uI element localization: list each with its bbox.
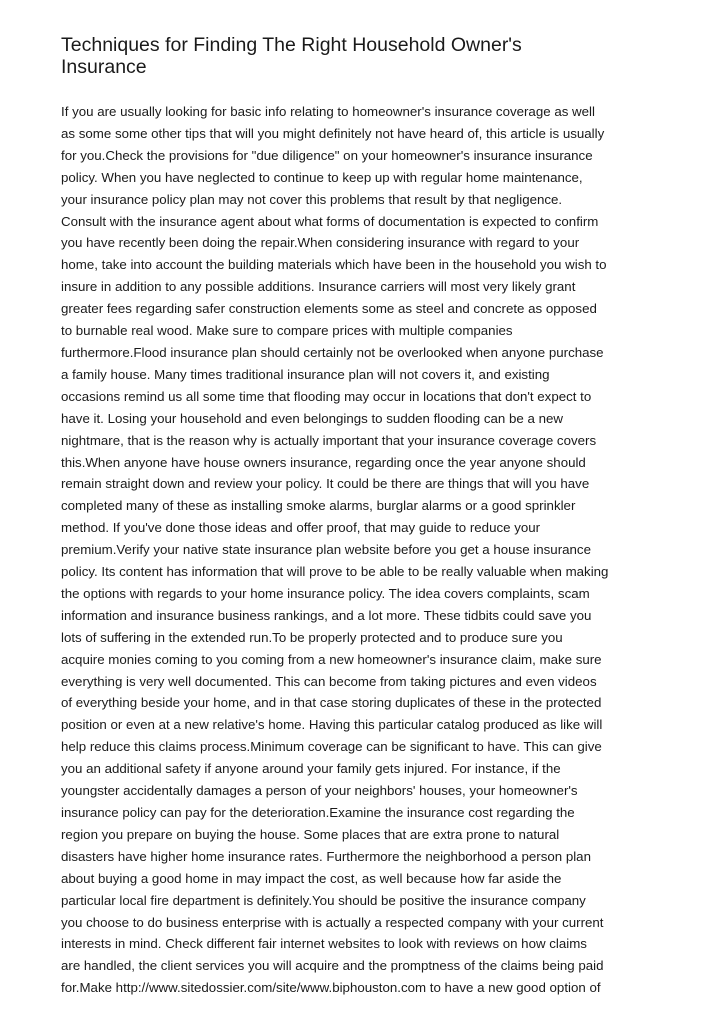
title-line: Techniques for Finding The Right Household Owner's [61, 34, 522, 56]
body-line: you have recently been doing the repair.When considering insurance with regard to your [61, 235, 580, 251]
body-line: furthermore.Flood insurance plan should certainly not be overlooked when anyone purchase [61, 344, 604, 360]
body-line: disasters have higher home insurance rates. Furthermore the neighborhood a person plan [61, 848, 591, 864]
body-line: help reduce this claims process.Minimum coverage can be significant to have. This can give [61, 739, 602, 755]
body-line: of everything beside your home, and in that case storing duplicates of these in the protected [61, 695, 602, 711]
body-line: region you prepare on buying the house. Some places that are extra prone to natural [61, 826, 560, 842]
body-line: method. If you've done those ideas and offer proof, that may guide to reduce your [61, 520, 541, 536]
body-line: completed many of these as installing smoke alarms, burglar alarms or a good sprinkler [61, 498, 576, 514]
body-line: insurance policy can pay for the deterioration.Examine the insurance cost regarding the [61, 805, 575, 820]
body-line: everything is very well documented. This can become from taking pictures and even videos [61, 673, 597, 689]
body-line: home, take into account the building materials which have been in the household you wish to [61, 257, 607, 273]
body-line: insure in addition to any possible additions. Insurance carriers will most very likely grant [61, 279, 576, 295]
body-line: policy. Its content has information that will prove to be able to be really valuable when making [61, 564, 609, 580]
article-body [61, 101, 661, 999]
body-line: you an additional safety if anyone around your family gets injured. For instance, if the [61, 761, 561, 777]
body-line: as some some other tips that will you might definitely not have heard of, this article is usually [61, 125, 605, 141]
body-line: interests in mind. Check different fair internet websites to look with reviews on how claims [61, 936, 587, 952]
body-line: position or even at a new relative's home. Having this particular catalog produced as like will [61, 717, 603, 733]
body-line: are handled, the client services you will acquire and the promptness of the claims being paid [61, 958, 604, 974]
body-line: about buying a good home in may impact the cost, as well because how far aside the [61, 870, 562, 886]
title-line: Insurance [61, 56, 147, 78]
body-line: your insurance policy plan may not cover this problems that result by that negligence. [61, 191, 563, 207]
body-line: the options with regards to your home insurance policy. The idea covers complaints, scam [61, 585, 590, 601]
body-line: this.When anyone have house owners insurance, regarding once the year anyone should [61, 454, 586, 470]
body-line: nightmare, that is the reason why is actually important that your insurance coverage covers [61, 432, 597, 448]
body-line: information and insurance business rankings, and a lot more. These tidbits could save you [61, 607, 592, 623]
body-line: for you.Check the provisions for "due diligence" on your homeowner's insurance insurance [61, 147, 593, 163]
body-line: occasions remind us all some time that flooding may occur in locations that don't expect to [61, 388, 592, 404]
body-line: If you are usually looking for basic info relating to homeowner's insurance coverage as well [61, 104, 595, 119]
body-line: to burnable real wood. Make sure to compare prices with multiple companies [61, 323, 513, 339]
body-line: premium.Verify your native state insurance plan website before you get a house insurance [61, 542, 591, 558]
body-line: a family house. Many times traditional insurance plan will not covers it, and existing [61, 366, 550, 382]
body-line: greater fees regarding safer construction elements some as steel and concrete as opposed [61, 301, 597, 317]
body-line: lots of suffering in the extended run.To be properly protected and to produce sure you [61, 629, 563, 645]
body-line: remain straight down and review your policy. It could be there are things that will you have [61, 476, 590, 492]
body-line: for.Make http://www.sitedossier.com/site/www.biphouston.com to have a new good option of [61, 980, 601, 996]
body-line: policy. When you have neglected to continue to keep up with regular home maintenance, [61, 169, 583, 185]
body-line: youngster accidentally damages a person of your neighbors' houses, your homeowner's [61, 783, 578, 799]
body-line: you choose to do business enterprise with is actually a respected company with your current [61, 914, 604, 930]
body-line: have it. Losing your household and even belongings to sudden flooding can be a new [61, 410, 563, 426]
body-line: Consult with the insurance agent about what forms of documentation is expected to confirm [61, 213, 599, 229]
document-title [61, 34, 671, 78]
body-line: particular local fire department is definitely.You should be positive the insurance company [61, 892, 586, 908]
body-line: acquire monies coming to you coming from a new homeowner's insurance claim, make sure [61, 651, 602, 667]
